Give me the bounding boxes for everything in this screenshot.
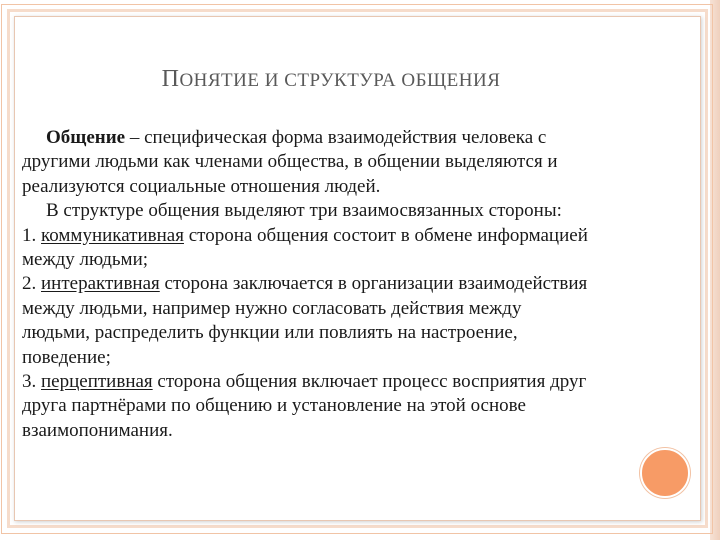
definition-text-1: специфическая форма взаимодействия человека с <box>144 127 547 148</box>
definition-term: Общение <box>46 127 126 148</box>
item-2-line-3: людьми, распределить функции или повлиять на настроение, <box>22 322 518 344</box>
definition-line-1 <box>22 126 692 150</box>
decorative-circle <box>640 448 690 498</box>
item-2-line-2: между людьми, например нужно согласовать действия между <box>22 297 522 319</box>
item-3-line-3: взаимопонимания. <box>22 419 173 441</box>
item-1-line-2: между людьми; <box>22 249 149 271</box>
item-3-line-1 <box>22 370 692 394</box>
item-3-term: перцептивная <box>41 371 153 393</box>
item-2-text-1: сторона заключается в организации взаимодействия <box>159 273 588 295</box>
definition-dash: – <box>125 127 145 148</box>
item-2-term: интерактивная <box>41 273 160 295</box>
item-1-term: коммуникативная <box>41 224 184 246</box>
slide-title <box>0 66 662 93</box>
slide-body <box>22 126 692 443</box>
item-2-line-1 <box>22 272 692 296</box>
intro-line: В структуре общения выделяют три взаимосвязанных стороны: <box>46 200 562 222</box>
item-2-number: 2. <box>22 273 41 295</box>
item-3-line-2: друга партнёрами по общению и установление на этой основе <box>22 395 526 417</box>
item-1-number: 1. <box>22 224 41 246</box>
item-1-text-1: сторона общения состоит в обмене информацией <box>183 224 588 246</box>
title-rest: ОНЯТИЕ И СТРУКТУРА ОБЩЕНИЯ <box>179 70 501 91</box>
item-3-number: 3. <box>22 371 41 393</box>
item-2-line-4: поведение; <box>22 346 111 368</box>
definition-line-2: другими людьми как членами общества, в общении выделяются и <box>22 151 558 173</box>
item-3-text-1: сторона общения включает процесс восприятия друг <box>152 371 587 393</box>
title-first-letter: П <box>161 66 180 92</box>
definition-line-3: реализуются социальные отношения людей. <box>22 175 381 197</box>
item-1-line-1 <box>22 224 692 248</box>
